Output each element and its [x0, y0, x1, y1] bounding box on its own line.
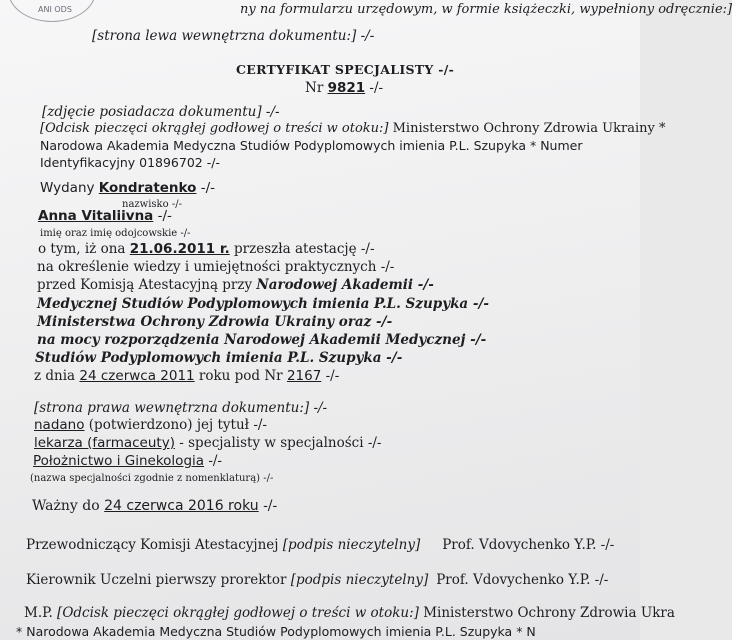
- number-prefix: Nr: [305, 80, 328, 96]
- valid-line: [32, 498, 277, 514]
- commission-line-4: na mocy rozporządzenia Narodowej Akademii Medycznej -/-: [37, 332, 487, 348]
- surname-value: Kondratenko: [98, 180, 197, 196]
- rector-line: [26, 572, 608, 588]
- commission-line-1: [37, 277, 434, 293]
- firstname-suffix: -/-: [153, 208, 172, 224]
- doctor-word: lekarza (farmaceuty): [34, 435, 175, 451]
- specialty-value: Położnictwo i Ginekologia: [33, 453, 205, 469]
- right-inner-label: [strona prawa wewnętrzna dokumentu:] -/-: [34, 400, 328, 416]
- mp-prefix: M.P.: [24, 605, 58, 621]
- seal-line-2: Narodowa Akademia Medyczna Studiów Podyplomowych imienia P.L. Szupyka * Numer: [40, 138, 583, 153]
- seal-note: [Odcisk pieczęci okrągłej godłowej o treści w otoku:]: [40, 121, 389, 136]
- dated-mid: roku pod Nr: [194, 368, 287, 384]
- seal-text-a: Ministerstwo Ochrony Zdrowia Ukrainy *: [388, 121, 666, 136]
- surname-label: nazwisko -/-: [122, 199, 182, 210]
- mp-seal-note: [Odcisk pieczęci okrągłej godłowej o treści w otoku:]: [57, 605, 419, 621]
- date-passed: 21.06.2011 r.: [129, 241, 230, 257]
- knowledge-line: na określenie wiedzy i umiejętności praktycznych -/-: [37, 259, 395, 275]
- chairman-signature: [podpis nieczytelny]: [282, 537, 421, 553]
- bottom-cut-line: * Narodowa Akademia Medyczna Studiów Podyplomowych imienia P.L. Szupyka * N: [16, 624, 536, 639]
- dated-line: [34, 368, 339, 384]
- rector-name: Prof. Vdovychenko Y.P. -/-: [436, 572, 609, 588]
- seal-line-3: Identyfikacyjny 01896702 -/-: [40, 155, 220, 170]
- firstname-line: [38, 208, 172, 224]
- commission-line-2: Medycznej Studiów Podyplomowych imienia P.L. Szupyka -/-: [37, 296, 490, 312]
- stamp-fragment: ANI ODS: [38, 5, 72, 14]
- firstname-value: Anna Vitaliivna: [38, 208, 154, 224]
- commission-prefix: przed Komisją Atestacyjną przy: [37, 277, 257, 293]
- document-title: CERTYFIKAT SPECJALISTY -/-: [236, 62, 455, 77]
- top-cut-line: ny na formularzu urzędowym, w formie książeczki, wypełniony odręcznie:]: [240, 2, 732, 17]
- dated-suffix: -/-: [321, 368, 340, 384]
- valid-value: 24 czerwca 2016 roku: [104, 498, 259, 514]
- attestation-line: [38, 241, 375, 257]
- photo-note: [zdjęcie posiadacza dokumentu] -/-: [42, 104, 280, 120]
- granted-rest: (potwierdzono) jej tytuł -/-: [84, 417, 267, 433]
- dated-value: 24 czerwca 2011: [79, 368, 195, 384]
- issued-suffix: -/-: [196, 180, 216, 196]
- issued-prefix: Wydany: [40, 180, 99, 196]
- dated-nr: 2167: [286, 368, 322, 384]
- document-number: [305, 80, 383, 96]
- that-suffix: przeszła atestację -/-: [229, 241, 375, 257]
- rector-title: Kierownik Uczelni pierwszy prorektor: [26, 572, 291, 588]
- valid-suffix: -/-: [258, 498, 278, 514]
- dated-prefix: z dnia: [34, 368, 80, 384]
- commission-a: Narodowej Akademii -/-: [256, 277, 434, 293]
- valid-prefix: Ważny do: [32, 498, 105, 514]
- mp-rest: Ministerstwo Ochrony Zdrowia Ukra: [418, 605, 675, 621]
- chairman-name: Prof. Vdovychenko Y.P. -/-: [442, 537, 615, 553]
- chairman-line: [26, 537, 614, 553]
- doctor-rest: - specjalisty w specjalności -/-: [174, 435, 382, 451]
- commission-line-5: Studiów Podyplomowych imienia P.L. Szupyka -/-: [35, 350, 403, 366]
- firstname-label: imię oraz imię odojcowskie -/-: [40, 228, 191, 239]
- issued-line: [40, 180, 215, 196]
- specialty-label: (nazwa specjalności zgodnie z nomenklaturą) -/-: [30, 473, 274, 484]
- that-prefix: o tym, iż ona: [38, 241, 130, 257]
- commission-line-3: Ministerstwa Ochrony Zdrowia Ukrainy oraz -/-: [37, 314, 393, 330]
- number-suffix: -/-: [365, 80, 384, 96]
- granted-line: [34, 417, 267, 433]
- specialty-suffix: -/-: [204, 453, 222, 469]
- number-value: 9821: [327, 80, 366, 96]
- granted-word: nadano: [34, 417, 85, 433]
- chairman-title: Przewodniczący Komisji Atestacyjnej: [26, 537, 283, 553]
- mp-line: [24, 605, 675, 621]
- doctor-line: [34, 435, 382, 451]
- seal-line-1: [40, 121, 665, 137]
- rector-signature: [podpis nieczytelny]: [290, 572, 429, 588]
- specialty-line: [33, 453, 222, 469]
- left-inner-label: [strona lewa wewnętrzna dokumentu:] -/-: [92, 28, 375, 44]
